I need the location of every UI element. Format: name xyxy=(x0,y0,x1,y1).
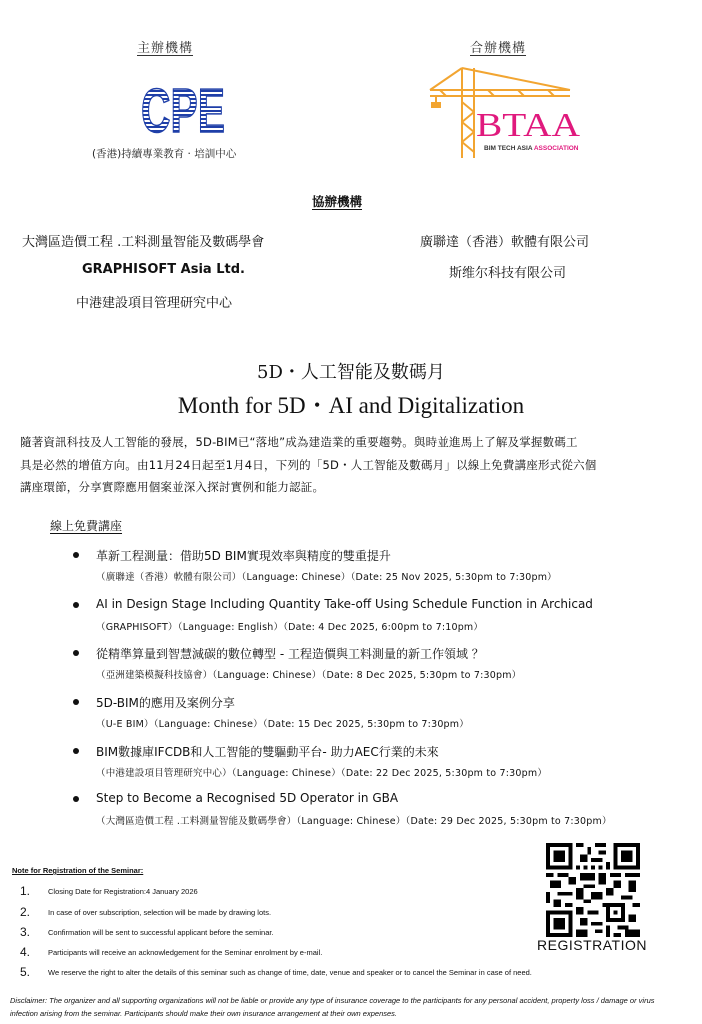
co-organizers-label: 協辦機構 xyxy=(312,194,363,209)
note-number: 1. xyxy=(20,884,31,898)
host-caption: (香港)持續專業教育 · 培訓中心 xyxy=(92,148,237,160)
co-organizer-glodon: 廣聯達（香港）軟體有限公司 xyxy=(420,235,590,250)
note-number: 4. xyxy=(20,945,31,959)
note-text: In case of over subscription, selection will be made by drawing lots. xyxy=(48,908,272,917)
bullet-icon xyxy=(73,650,79,656)
seminar-detail: （U-E BIM）（Language: Chinese）（Date: 15 Dec 2025, 5:30pm to 7:30pm） xyxy=(96,719,469,730)
co-organizer-cpmrc: 中港建設項目管理研究中心 xyxy=(76,296,233,311)
svg-text:BIM TECH ASIA ASSOCIATION xyxy=(484,145,579,152)
seminar-detail: （亞洲建築模擬科技協會）（Language: Chinese）（Date: 8 Dec 2025, 5:30pm to 7:30pm） xyxy=(96,670,522,681)
event-title-chinese: 5D・人工智能及數碼月 xyxy=(257,362,445,383)
registration-notes-heading: Note for Registration of the Seminar: xyxy=(12,866,144,875)
cpe-logo-text: CPE xyxy=(141,77,225,146)
intro-line: 講座環節，分享實際應用個案並深入探討實例和能力認証。 xyxy=(20,480,325,494)
note-text: Participants will receive an acknowledgement for the Seminar enrolment by e-mail. xyxy=(48,948,323,957)
seminar-title: 5D-BIM的應用及案例分享 xyxy=(96,696,235,710)
registration-note xyxy=(20,907,580,923)
seminar-item xyxy=(73,645,693,685)
registration-note xyxy=(20,967,580,983)
registration-note xyxy=(20,927,580,943)
seminar-item xyxy=(73,791,693,831)
btaa-logo xyxy=(428,62,592,162)
partner-organizer-label: 合辦機構 xyxy=(470,41,527,56)
note-number: 3. xyxy=(20,925,31,939)
event-title-english: Month for 5D・AI and Digitalization xyxy=(177,393,525,418)
seminar-detail: （大灣區造價工程 .工料測量智能及數碼學會）（Language: Chinese）（Date: 29 Dec 2025, 5:30pm to 7:30pm） xyxy=(96,816,612,827)
disclaimer-line: infection arising from the seminar. Participants should make their own insurance arrangement at their own expenses. xyxy=(10,1009,398,1018)
seminar-title: Step to Become a Recognised 5D Operator in GBA xyxy=(96,791,399,805)
seminar-detail: （廣聯達（香港）軟體有限公司）（Language: Chinese）（Date: 25 Nov 2025, 5:30pm to 7:30pm） xyxy=(96,572,557,583)
co-organizer-graphisoft: GRAPHISOFT Asia Ltd. xyxy=(82,262,245,277)
disclaimer xyxy=(10,994,696,1020)
seminars-label: 線上免費講座 xyxy=(50,519,123,533)
note-text: Confirmation will be sent to successful applicant before the seminar. xyxy=(48,928,274,937)
seminar-title: BIM數據庫IFCDB和人工智能的雙驅動平台- 助力AEC行業的未來 xyxy=(96,745,439,759)
bullet-icon xyxy=(73,552,79,558)
co-organizer-gba: 大灣區造價工程 .工料測量智能及數碼學會 xyxy=(22,235,265,250)
qr-code-icon[interactable] xyxy=(546,843,640,937)
seminar-title: AI in Design Stage Including Quantity Take-off Using Schedule Function in Archicad xyxy=(96,597,593,611)
disclaimer-line: Disclaimer: The organizer and all supporting organizations will not be liable or provide any type of insurance coverage to the participants for any personal accident, property loss / damage or virus xyxy=(10,996,655,1005)
btaa-subtitle: BIM TECH ASIA xyxy=(484,145,534,152)
seminar-item xyxy=(73,743,693,783)
host-organizer-label: 主辦機構 xyxy=(137,41,194,56)
seminar-item xyxy=(73,597,693,637)
seminar-title: 革新工程測量：借助5D BIM實現效率與精度的雙重提升 xyxy=(96,549,391,563)
note-text: We reserve the right to alter the details of this seminar such as change of time, date, venue and speaker or to cancel the Seminar in case of need. xyxy=(48,968,532,977)
registration-note xyxy=(20,947,580,963)
registration-note xyxy=(20,886,580,902)
seminar-item xyxy=(73,547,693,587)
btaa-subtitle-accent: ASSOCIATION xyxy=(533,145,579,152)
bullet-icon xyxy=(73,796,79,802)
bullet-icon xyxy=(73,748,79,754)
event-introduction xyxy=(20,431,684,499)
bullet-icon xyxy=(73,602,79,608)
seminar-detail: （GRAPHISOFT）（Language: English）（Date: 4 Dec 2025, 6:00pm to 7:10pm） xyxy=(96,622,484,633)
intro-line: 具是必然的增值方向。由11月24日起至1月4日，下列的「5D・人工智能及數碼月」以線上免費講座形式從六個 xyxy=(20,457,597,472)
seminar-title: 從精準算量到智慧減碳的數位轉型 - 工程造價與工料測量的新工作領域 ？ xyxy=(96,647,484,661)
intro-line: 隨著資訊科技及人工智能的發展，5D-BIM已“落地”成為建造業的重要趨勢。與時並進馬上了解及掌握數碼工 xyxy=(20,435,578,449)
cpe-logo xyxy=(138,66,228,144)
note-text: Closing Date for Registration:4 January 2026 xyxy=(48,887,198,896)
note-number: 5. xyxy=(20,965,31,979)
seminar-item xyxy=(73,694,693,734)
note-number: 2. xyxy=(20,905,31,919)
co-organizer-thsware: 斯维尔科技有限公司 xyxy=(449,266,567,281)
btaa-logo-text: BTAA xyxy=(476,107,581,144)
seminar-detail: （中港建設項目管理研究中心）（Language: Chinese）（Date: 22 Dec 2025, 5:30pm to 7:30pm） xyxy=(96,768,548,779)
registration-label: REGISTRATION xyxy=(537,937,647,953)
bullet-icon xyxy=(73,699,79,705)
